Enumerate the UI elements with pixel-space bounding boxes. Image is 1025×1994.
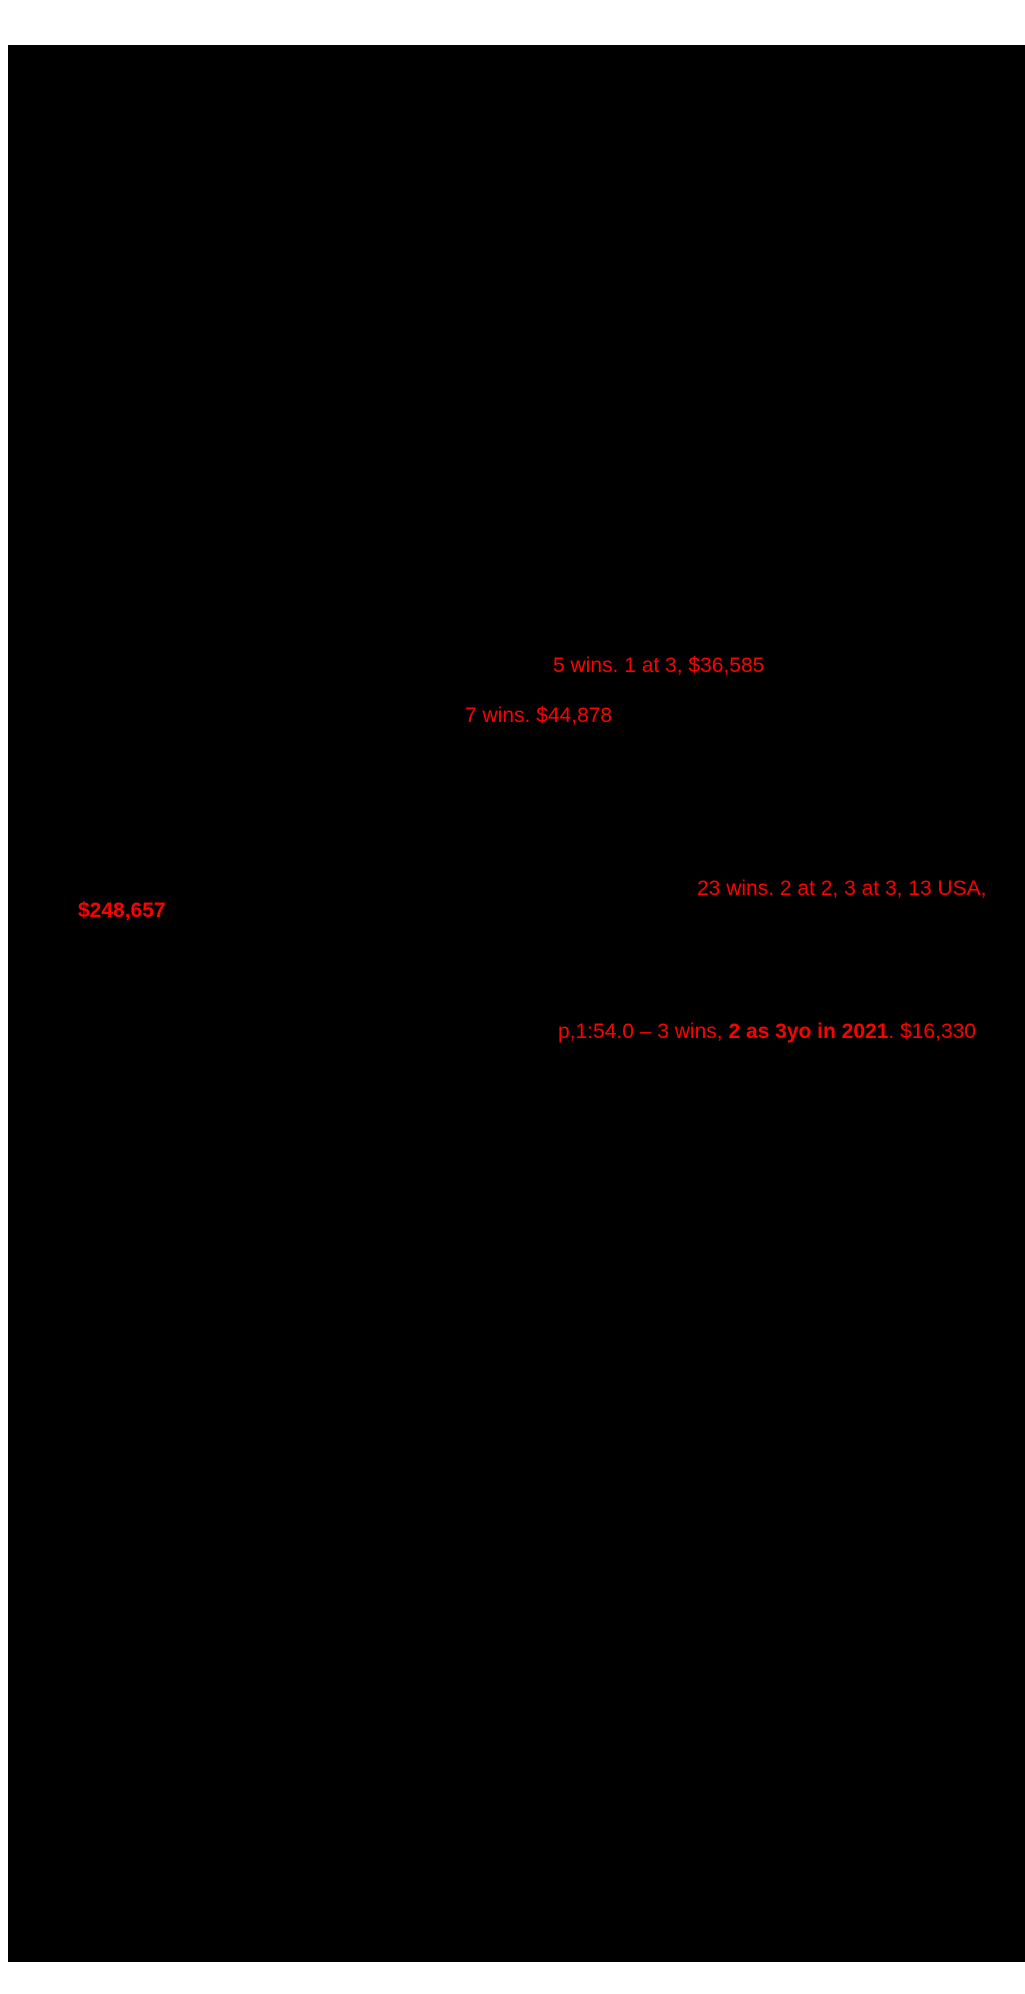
record-fragment-5-wins: 5 wins. 1 at 3, $36,585	[553, 654, 765, 677]
record-fragment-23-wins: 23 wins. 2 at 2, 3 at 3, 13 USA,	[697, 877, 987, 900]
record-fragment-7-wins: 7 wins. $44,878	[465, 704, 613, 727]
record-fragment-p154-lead: p,1:54.0 – 3 wins,	[558, 1020, 729, 1043]
record-fragment-p154-bold: 2 as 3yo in 2021	[728, 1020, 889, 1043]
blacked-out-region	[8, 45, 1025, 1962]
record-fragment-earnings: $248,657	[78, 899, 166, 922]
record-fragment-p154-tail: . $16,330	[888, 1020, 976, 1043]
record-fragment-p154	[558, 1020, 976, 1044]
